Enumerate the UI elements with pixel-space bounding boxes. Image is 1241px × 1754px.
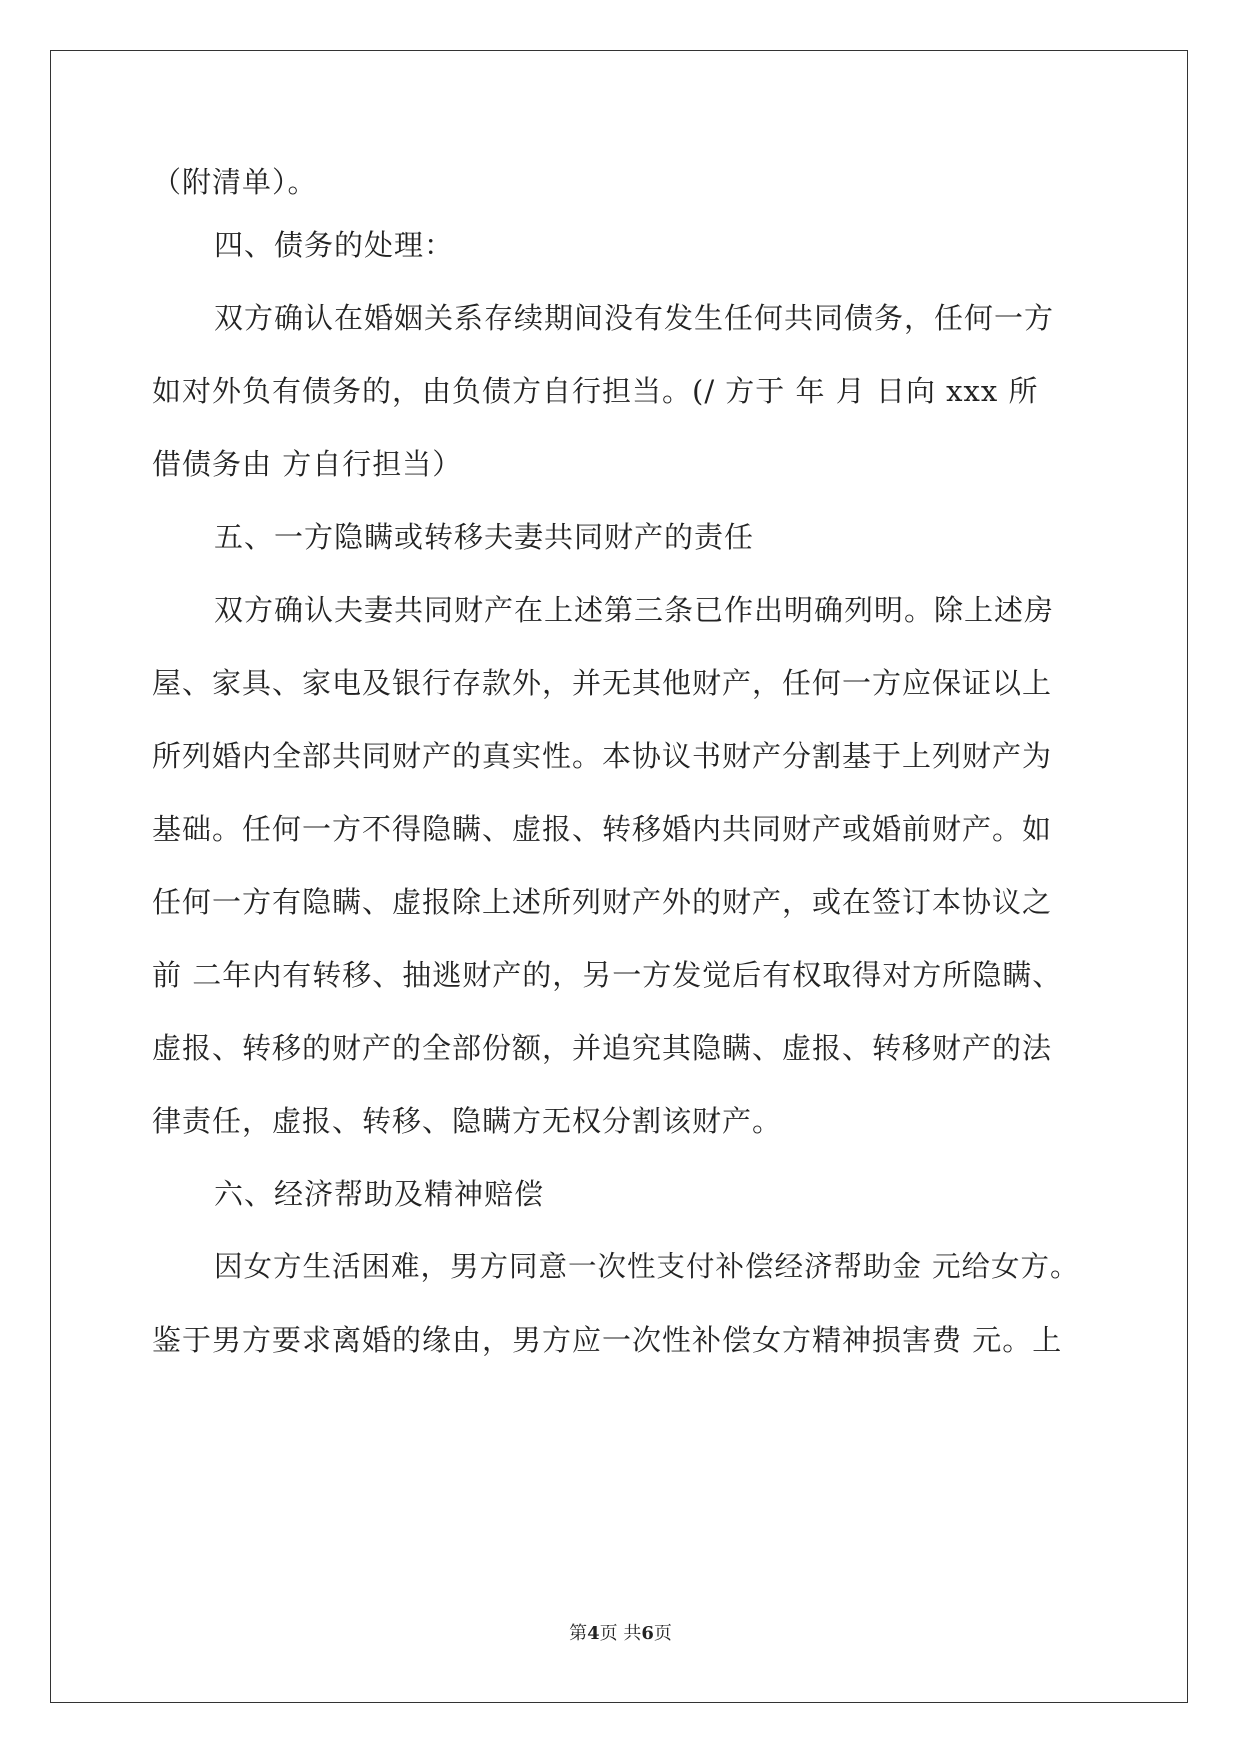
footer-total-pages: 6 — [641, 1623, 654, 1644]
section-heading-concealment: 五、一方隐瞒或转移夫妻共同财产的责任 — [214, 520, 755, 554]
footer-mid: 页 共 — [599, 1623, 642, 1644]
footer-prefix: 第 — [569, 1623, 588, 1644]
text-line: 所列婚内全部共同财产的真实性。本协议书财产分割基于上列财产为 — [152, 739, 1053, 773]
text-line: 任何一方有隐瞒、虚报除上述所列财产外的财产，或在签订本协议之 — [152, 885, 1053, 919]
section-heading-compensation: 六、经济帮助及精神赔偿 — [214, 1177, 545, 1211]
footer-current-page: 4 — [587, 1623, 600, 1644]
footer-suffix: 页 — [653, 1623, 672, 1644]
text-line: 虚报、转移的财产的全部份额，并追究其隐瞒、虚报、转移财产的法 — [152, 1031, 1053, 1065]
text-line: 基础。任何一方不得隐瞒、虚报、转移婚内共同财产或婚前财产。如 — [152, 812, 1053, 846]
text-line: 因女方生活困难，男方同意一次性支付补偿经济帮助金 元给女方。 — [214, 1250, 1080, 1283]
text-line: 鉴于男方要求离婚的缘由，男方应一次性补偿女方精神损害费 元。上 — [152, 1323, 1063, 1357]
text-line: （附清单）。 — [152, 165, 318, 199]
text-line: 律责任，虚报、转移、隐瞒方无权分割该财产。 — [152, 1104, 783, 1138]
text-line: 双方确认夫妻共同财产在上述第三条已作出明确列明。除上述房 — [214, 593, 1055, 627]
text-line: 如对外负有债务的，由负债方自行担当。(/ 方于 年 月 日向 xxx 所 — [152, 374, 1039, 408]
section-heading-debts: 四、债务的处理： — [214, 228, 455, 262]
text-line: 前 二年内有转移、抽逃财产的，另一方发觉后有权取得对方所隐瞒、 — [152, 958, 1063, 992]
text-line: 双方确认在婚姻关系存续期间没有发生任何共同债务，任何一方 — [214, 301, 1055, 335]
text-line: 屋、家具、家电及银行存款外，并无其他财产，任何一方应保证以上 — [152, 666, 1053, 700]
text-line: 借债务由 方自行担当） — [152, 447, 463, 481]
page-footer — [0, 1622, 1241, 1646]
